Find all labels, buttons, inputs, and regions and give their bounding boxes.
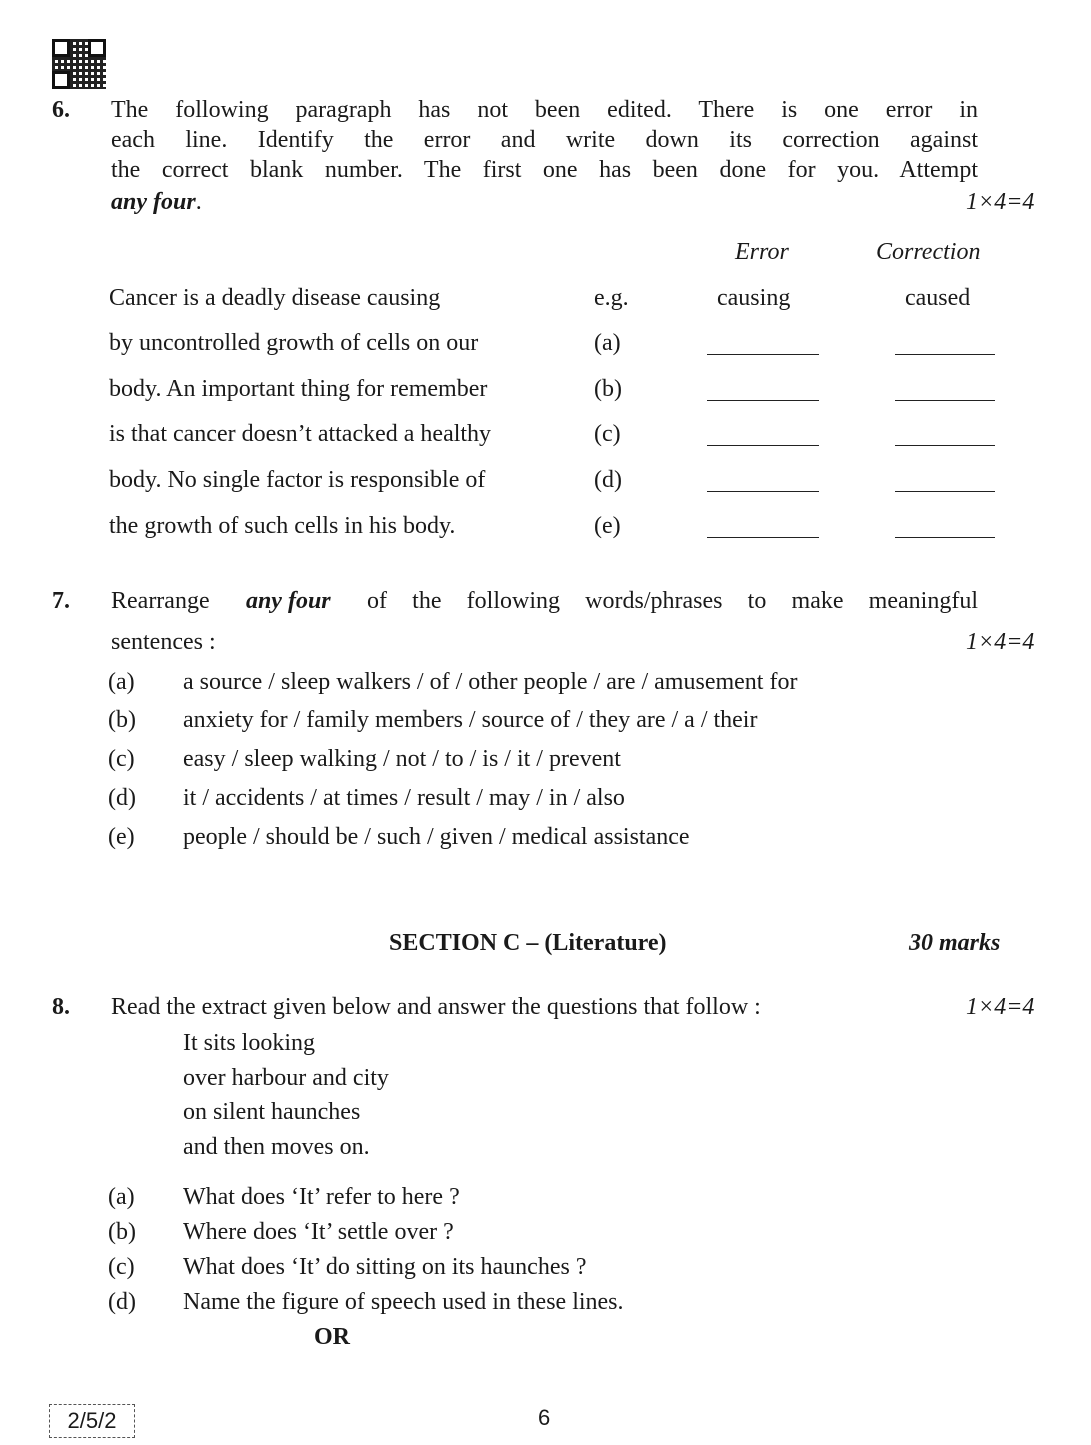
q7-item-text: easy / sleep walking / not / to / is / it / prevent [183,746,621,772]
q7-item-label: (e) [108,824,135,850]
q7-item-label: (a) [108,669,135,695]
q7-line-1 [111,588,978,615]
q6-line-4 [111,189,202,216]
q6-row-text: body. An important thing for remember [109,376,488,402]
q7-item-text: it / accidents / at times / result / may / in / also [183,785,625,811]
q6-col-error: Error [735,239,789,265]
q6-row-text: is that cancer doesn’t attacked a healthy [109,421,492,447]
q6-row-label: e.g. [594,285,629,311]
or-divider: OR [314,1324,350,1350]
error-blank [707,400,819,401]
q7-item-text: a source / sleep walkers / of / other people / are / amusement for [183,669,798,695]
q8-item-text: Where does ‘It’ settle over ? [183,1219,454,1245]
section-marks: 30 marks [909,930,1001,956]
q8-item-text: What does ‘It’ refer to here ? [183,1184,460,1210]
q7-any-four: any four [245,588,331,614]
q6-row-text: the growth of such cells in his body. [109,513,456,539]
q7-item-text: people / should be / such / given / medical assistance [183,824,690,850]
q7-item-label: (c) [108,746,135,772]
q8-intro: Read the extract given below and answer the questions that follow : [111,994,761,1020]
error-blank [707,491,819,492]
q6-example-error: causing [717,285,791,311]
q7-item-label: (d) [108,785,136,811]
page-number: 6 [538,1405,551,1430]
q8-marks: 1×4=4 [966,994,1035,1020]
q8-item-label: (d) [108,1289,136,1315]
q7-item-text: anxiety for / family members / source of / they are / a / their [183,707,758,733]
q8-item-text: What does ‘It’ do sitting on its haunches ? [183,1254,587,1280]
question-6-number: 6. [52,97,70,123]
error-blank [707,445,819,446]
q6-col-correction: Correction [876,239,981,265]
qr-code [52,39,106,89]
poem-line: on silent haunches [183,1099,361,1125]
correction-blank [895,400,995,401]
q8-item-label: (a) [108,1184,135,1210]
q7-pre: Rearrange [111,588,210,614]
q6-row-label: (a) [594,330,621,356]
q7-line-2: sentences : [111,629,216,655]
q6-marks: 1×4=4 [966,189,1035,215]
q6-row-text: by uncontrolled growth of cells on our [109,330,479,356]
q7-item-label: (b) [108,707,136,733]
section-title: SECTION C – (Literature) [389,930,667,956]
q8-item-label: (b) [108,1219,136,1245]
q6-row-text: body. No single factor is responsible of [109,467,486,493]
q6-any-four: any four [111,189,196,215]
q6-row-label: (c) [594,421,621,447]
q6-example-correction: caused [905,285,971,311]
q6-line-3: the correct blank number. The first one has been done for you. Attempt [111,157,978,183]
q7-post: of the following words/phrases to make meaningful [366,588,978,614]
question-8-number: 8. [52,994,70,1020]
poem-line: and then moves on. [183,1134,370,1160]
poem-line: over harbour and city [183,1065,389,1091]
correction-blank [895,491,995,492]
q6-line-2: each line. Identify the error and write down its correction against [111,127,978,153]
correction-blank [895,354,995,355]
q6-period: . [195,189,202,215]
q8-item-text: Name the figure of speech used in these lines. [183,1289,624,1315]
correction-blank [895,445,995,446]
poem-line: It sits looking [183,1030,316,1056]
q6-row-label: (d) [594,467,622,493]
paper-code: 2/5/2 [49,1404,135,1438]
error-blank [707,537,819,538]
q6-row-label: (b) [594,376,622,402]
q6-row-text: Cancer is a deadly disease causing [109,285,441,311]
q8-item-label: (c) [108,1254,135,1280]
q6-row-label: (e) [594,513,621,539]
q7-marks: 1×4=4 [966,629,1035,655]
q6-line-1: The following paragraph has not been edited. There is one error in [111,97,978,123]
error-blank [707,354,819,355]
correction-blank [895,537,995,538]
question-7-number: 7. [52,588,70,614]
